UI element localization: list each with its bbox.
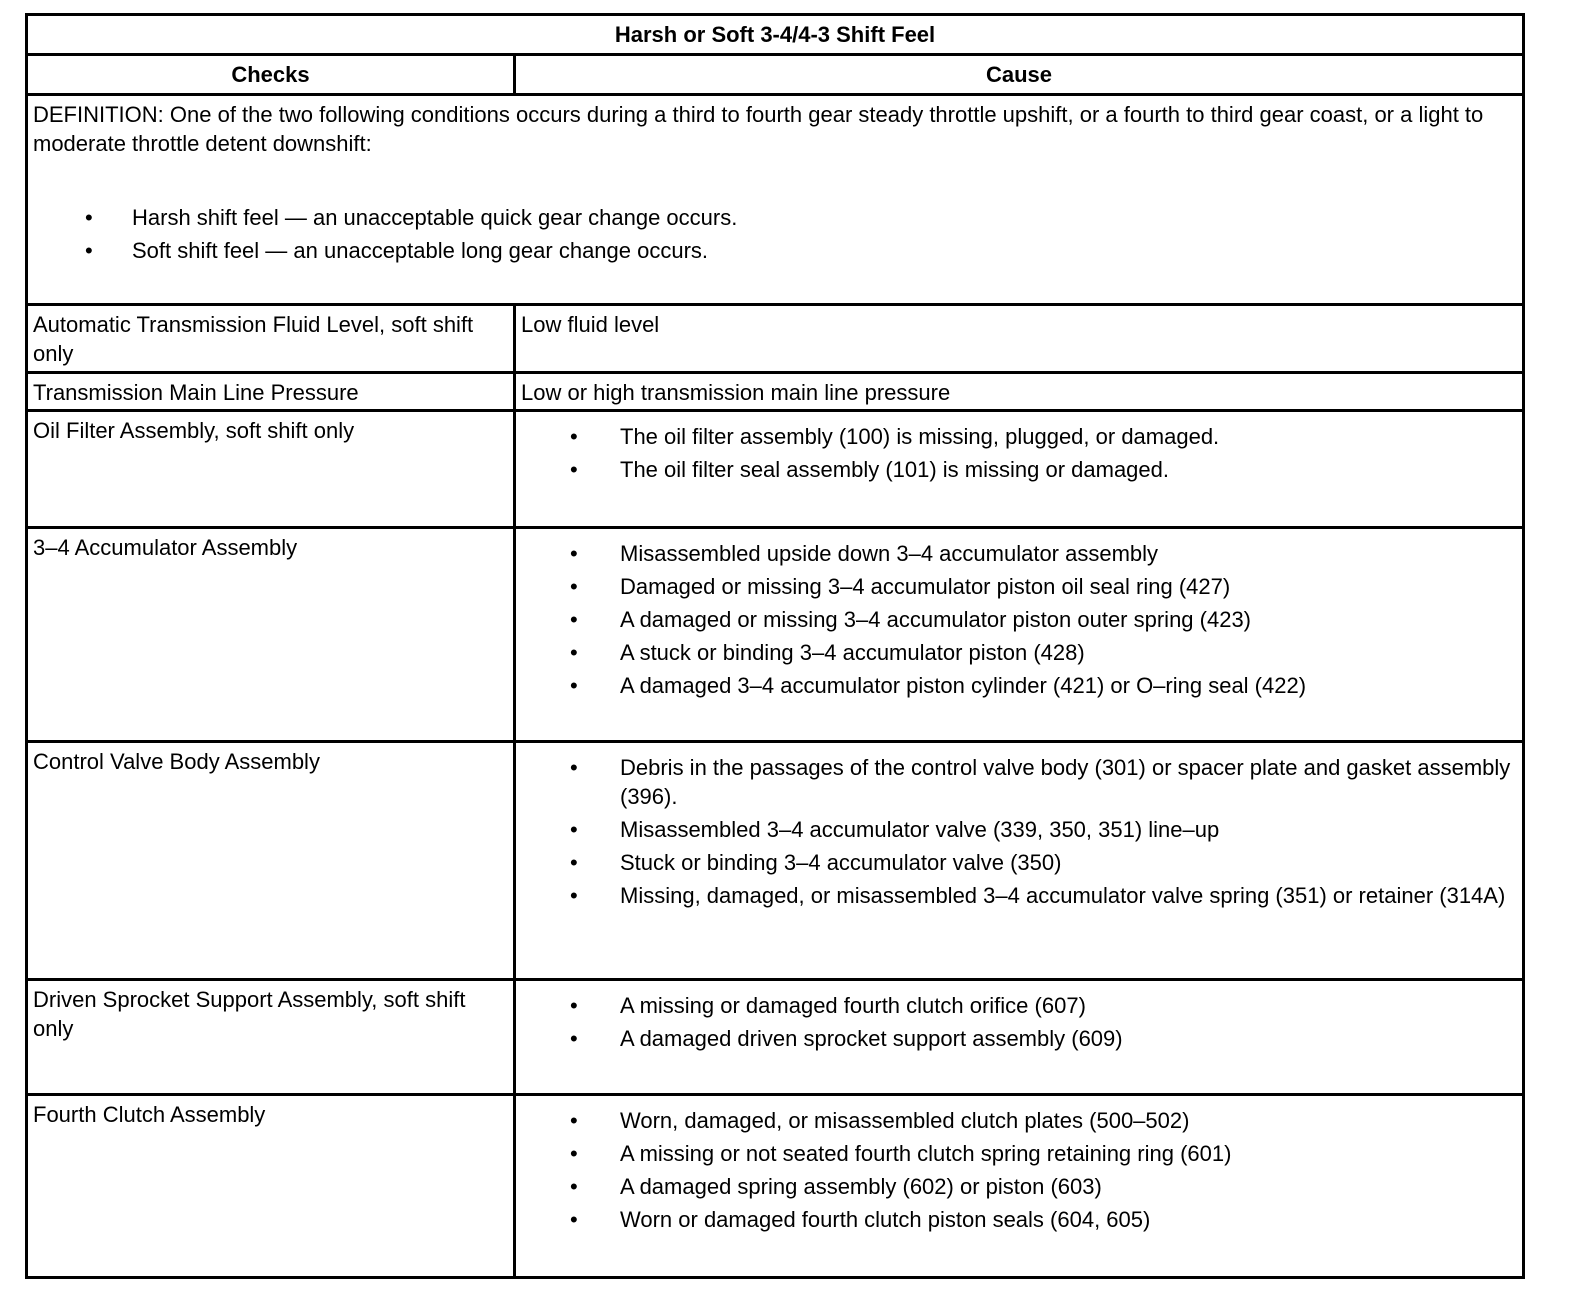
definition-list (33, 201, 1516, 267)
diagnostic-table (25, 13, 1525, 1279)
cause-item: • Missing, damaged, or misassembled 3–4 accumulator valve spring (351) or retainer (314A) (516, 881, 1512, 910)
cause-item: • Stuck or binding 3–4 accumulator valve (350) (516, 848, 1512, 877)
cause-item: • Debris in the passages of the control valve body (301) or spacer plate and gasket assembly (396). (516, 753, 1512, 811)
cause-item: • Damaged or missing 3–4 accumulator piston oil seal ring (427) (516, 572, 1512, 601)
cause-item: • A damaged 3–4 accumulator piston cylinder (421) or O–ring seal (422) (516, 671, 1512, 700)
cause-item: • Misassembled upside down 3–4 accumulator assembly (516, 539, 1512, 568)
check-cell: 3–4 Accumulator Assembly (27, 528, 515, 742)
cause-item: • Misassembled 3–4 accumulator valve (339, 350, 351) line–up (516, 815, 1512, 844)
title-row (27, 15, 1524, 55)
table-row (27, 528, 1524, 742)
check-cell: Driven Sprocket Support Assembly, soft shift only (27, 980, 515, 1095)
cause-list (516, 991, 1512, 1053)
table-row (27, 742, 1524, 980)
cause-item: • A stuck or binding 3–4 accumulator piston (428) (516, 638, 1512, 667)
definition-bullet: • Soft shift feel — an unacceptable long gear change occurs. (33, 234, 1516, 267)
cause-cell (515, 1095, 1524, 1278)
cause-item: • A damaged spring assembly (602) or piston (603) (516, 1172, 1512, 1201)
cause-cell (515, 411, 1524, 528)
cause-list (516, 422, 1512, 484)
table-row (27, 305, 1524, 373)
check-cell: Control Valve Body Assembly (27, 742, 515, 980)
column-header-cause: Cause (515, 55, 1524, 95)
check-cell: Fourth Clutch Assembly (27, 1095, 515, 1278)
column-header-checks: Checks (27, 55, 515, 95)
check-cell: Transmission Main Line Pressure (27, 373, 515, 411)
cause-item: • Worn, damaged, or misassembled clutch plates (500–502) (516, 1106, 1512, 1135)
definition-cell (27, 95, 1524, 305)
cause-item: • A missing or damaged fourth clutch orifice (607) (516, 991, 1512, 1020)
cause-item: • The oil filter assembly (100) is missing, plugged, or damaged. (516, 422, 1512, 451)
header-row (27, 55, 1524, 95)
cause-list (516, 539, 1512, 700)
check-cell: Oil Filter Assembly, soft shift only (27, 411, 515, 528)
table-row (27, 411, 1524, 528)
cause-item: • Worn or damaged fourth clutch piston seals (604, 605) (516, 1205, 1512, 1234)
table-row (27, 1095, 1524, 1278)
definition-row (27, 95, 1524, 305)
definition-text: DEFINITION: One of the two following conditions occurs during a third to fourth gear steady throttle upshift, or a fourth to third gear coast, or a light to moderate throttle detent downshift: (33, 102, 1484, 156)
cause-list (516, 753, 1512, 910)
cause-cell: Low fluid level (515, 305, 1524, 373)
cause-item: • A damaged or missing 3–4 accumulator piston outer spring (423) (516, 605, 1512, 634)
cause-cell (515, 980, 1524, 1095)
table-row (27, 980, 1524, 1095)
cause-cell (515, 742, 1524, 980)
cause-item: • The oil filter seal assembly (101) is missing or damaged. (516, 455, 1512, 484)
cause-cell: Low or high transmission main line pressure (515, 373, 1524, 411)
table-title: Harsh or Soft 3-4/4-3 Shift Feel (27, 15, 1524, 55)
check-cell: Automatic Transmission Fluid Level, soft shift only (27, 305, 515, 373)
cause-list (516, 1106, 1512, 1234)
cause-item: • A damaged driven sprocket support assembly (609) (516, 1024, 1512, 1053)
cause-cell (515, 528, 1524, 742)
definition-bullet: • Harsh shift feel — an unacceptable quick gear change occurs. (33, 201, 1516, 234)
table-row (27, 373, 1524, 411)
cause-item: • A missing or not seated fourth clutch spring retaining ring (601) (516, 1139, 1512, 1168)
